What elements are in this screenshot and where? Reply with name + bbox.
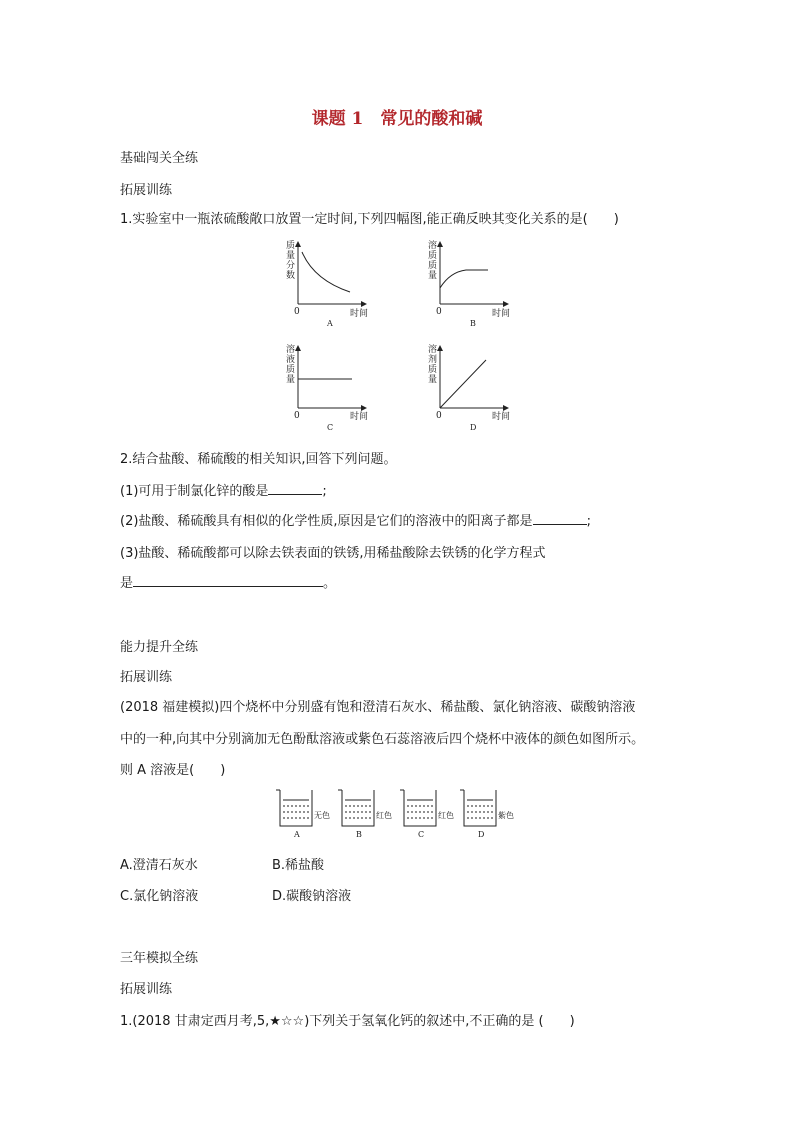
- beaker-b-color: 红色: [376, 811, 392, 820]
- graph-d-ylabel-4: 量: [428, 375, 438, 385]
- graph-d: [428, 343, 510, 432]
- graph-c-ylabel-2: 液: [286, 355, 296, 365]
- beaker-d: [460, 790, 514, 839]
- graph-a-caption: A: [327, 319, 333, 328]
- graph-a-ylabel-2: 量: [286, 251, 296, 261]
- graph-c-ylabel-3: 质: [286, 365, 296, 375]
- graph-c-xlabel: 时间: [350, 412, 369, 422]
- graph-a-ylabel-1: 质: [286, 241, 296, 251]
- graph-d-origin: 0: [436, 411, 442, 421]
- question-2-part-3b: [120, 572, 336, 591]
- graph-a-ylabel-3: 分: [286, 261, 296, 271]
- question-2-part-1-text: (1)可用于制氯化锌的酸是: [120, 484, 269, 499]
- beaker-b-caption: B: [356, 830, 362, 839]
- question-2-part-3-end: 。: [323, 576, 337, 591]
- graph-b-xlabel: 时间: [492, 309, 511, 319]
- beaker-c-caption: C: [418, 830, 425, 839]
- graph-a: [286, 239, 368, 328]
- section-subheading: 拓展训练: [120, 670, 173, 685]
- beaker-d-caption: D: [478, 830, 485, 839]
- graph-c: [286, 343, 368, 432]
- question-2-part-2: [120, 510, 591, 529]
- curve-a: [302, 252, 350, 292]
- question-2-part-2-text: (2)盐酸、稀硫酸具有相似的化学性质,原因是它们的溶液中的阳离子都是: [120, 514, 533, 529]
- answer-blank-1[interactable]: [268, 482, 322, 495]
- graph-b-origin: 0: [436, 307, 442, 317]
- graph-b-caption: B: [470, 319, 476, 328]
- graph-d-caption: D: [470, 423, 477, 432]
- question-2-part-1-end: ;: [322, 484, 327, 499]
- graph-b-ylabel-2: 质: [428, 251, 438, 261]
- graph-a-ylabel-4: 数: [286, 271, 296, 281]
- question-3-1-text: 1.(2018 甘肃定西月考,5,★☆☆)下列关于氢氧化钙的叙述中,不正确的是 ( ): [120, 1014, 575, 1029]
- beaker-a-color: 无色: [314, 811, 330, 820]
- answer-blank-3[interactable]: [133, 574, 323, 587]
- section-subheading: 拓展训练: [120, 183, 173, 198]
- question-2-part-3: (3)盐酸、稀硫酸都可以除去铁表面的铁锈,用稀盐酸除去铁锈的化学方程式: [120, 546, 546, 561]
- beaker-d-color: 紫色: [498, 811, 514, 820]
- graph-d-ylabel-3: 质: [428, 365, 438, 375]
- question-2-part-2-end: ;: [586, 514, 591, 529]
- option-c[interactable]: C.氯化钠溶液: [120, 889, 199, 904]
- beaker-a-caption: A: [294, 830, 300, 839]
- graph-a-origin: 0: [294, 307, 300, 317]
- section-heading-ability: 能力提升全练: [120, 640, 199, 655]
- graph-d-ylabel-2: 剂: [428, 355, 438, 365]
- page-title: 课题 1 常见的酸和碱: [311, 109, 483, 129]
- paragraph-line-1: (2018 福建模拟)四个烧杯中分别盛有饱和澄清石灰水、稀盐酸、氯化钠溶液、碳酸钠溶液: [120, 700, 636, 715]
- graph-c-ylabel-1: 溶: [286, 345, 296, 355]
- beaker-c-color: 红色: [438, 811, 454, 820]
- beakers-figure: [270, 786, 530, 840]
- graph-b: [428, 239, 510, 328]
- curve-d: [440, 360, 486, 408]
- answer-blank-2[interactable]: [533, 512, 587, 525]
- graph-d-xlabel: 时间: [492, 412, 511, 422]
- question-1-text: 1.实验室中一瓶浓硫酸敞口放置一定时间,下列四幅图,能正确反映其变化关系的是( ): [120, 212, 619, 227]
- beaker-c: [400, 790, 454, 839]
- beaker-a: [276, 790, 330, 839]
- graph-c-origin: 0: [294, 411, 300, 421]
- paragraph-line-3: 则 A 溶液是( ): [120, 763, 226, 778]
- question-2-text: 2.结合盐酸、稀硫酸的相关知识,回答下列问题。: [120, 452, 397, 467]
- graph-c-ylabel-4: 量: [286, 375, 296, 385]
- option-b[interactable]: B.稀盐酸: [272, 858, 325, 873]
- section-heading-basic: 基础闯关全练: [120, 151, 199, 166]
- section-heading-three-year: 三年模拟全练: [120, 951, 199, 966]
- graph-b-ylabel-3: 质: [428, 261, 438, 271]
- graph-c-caption: C: [327, 423, 334, 432]
- graph-d-ylabel-1: 溶: [428, 345, 438, 355]
- section-subheading: 拓展训练: [120, 982, 173, 997]
- curve-b: [440, 270, 488, 288]
- graphs-figure: [270, 236, 530, 436]
- option-a[interactable]: A.澄清石灰水: [120, 858, 198, 873]
- paragraph-line-2: 中的一种,向其中分别滴加无色酚酞溶液或紫色石蕊溶液后四个烧杯中液体的颜色如图所示。: [120, 732, 645, 747]
- graph-b-ylabel-4: 量: [428, 271, 438, 281]
- question-2-part-1: [120, 480, 327, 499]
- graph-b-ylabel-1: 溶: [428, 241, 438, 251]
- graph-a-xlabel: 时间: [350, 309, 369, 319]
- option-d[interactable]: D.碳酸钠溶液: [272, 889, 352, 904]
- question-2-part-3b-text: 是: [120, 576, 134, 591]
- beaker-b: [338, 790, 392, 839]
